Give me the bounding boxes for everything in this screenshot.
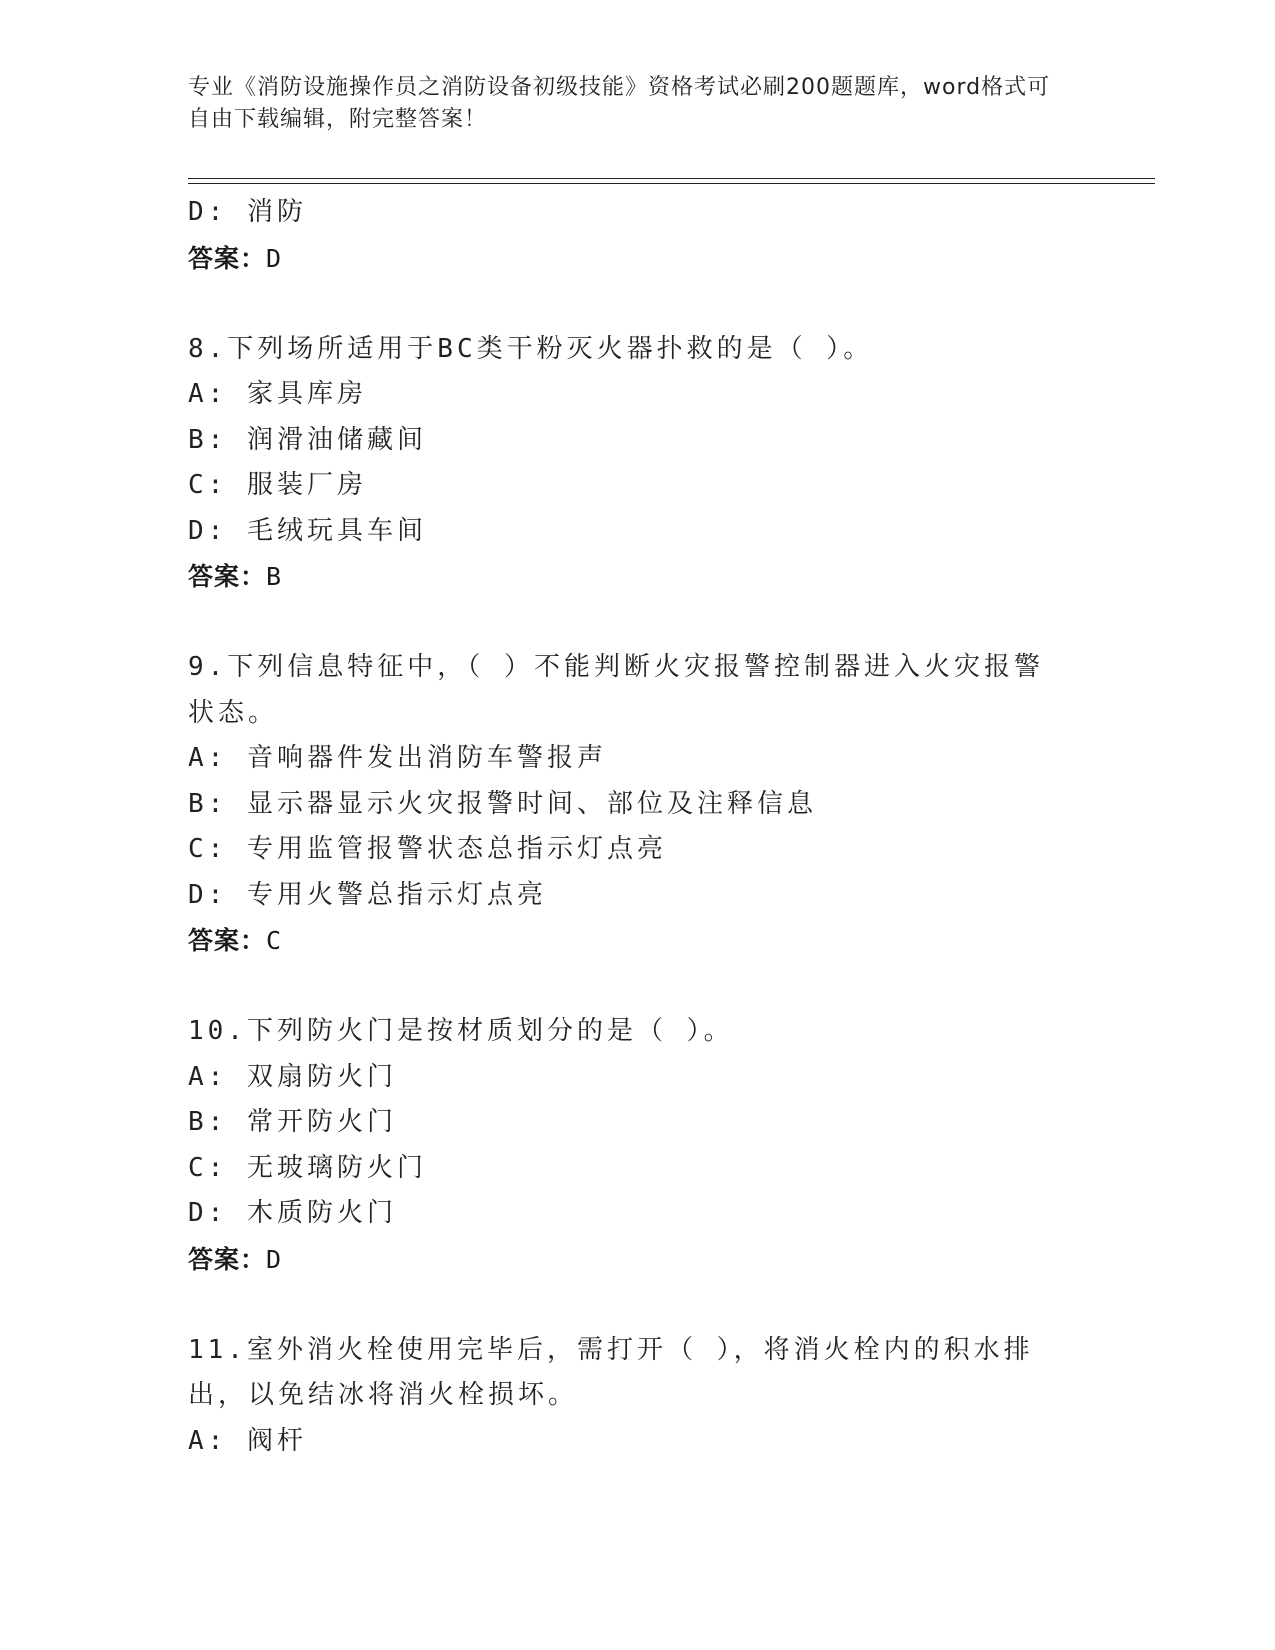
answer-label: 答案： xyxy=(188,562,267,591)
option-d: D: 毛绒玩具车间 xyxy=(188,515,427,546)
question-content xyxy=(188,190,1088,1464)
answer-line xyxy=(188,918,1088,964)
answer-value: D xyxy=(266,243,283,273)
option-d: D: 木质防火门 xyxy=(188,1198,397,1228)
question-stem: 8.下列场所适用于BC类干粉灭火器扑救的是（ ）。 xyxy=(188,333,874,364)
question-stem: 10.下列防火门是按材质划分的是（ ）。 xyxy=(188,1016,734,1046)
answer-label: 答案： xyxy=(188,926,267,955)
document-header: 专业《消防设施操作员之消防设备初级技能》资格考试必刷200题题库，word格式可自由下载编辑，附完整答案！ xyxy=(188,75,1051,132)
question-stem: 9.下列信息特征中，（ ）不能判断火灾报警控制器进入火灾报警状态。 xyxy=(188,652,1044,728)
answer-value: B xyxy=(266,562,283,591)
answer-line xyxy=(188,1237,1088,1283)
answer-value: C xyxy=(266,926,283,955)
answer-value: D xyxy=(266,1244,283,1274)
option-d: D: 专用火警总指示灯点亮 xyxy=(188,879,547,910)
question-stem: 11.室外消火栓使用完毕后，需打开（ ），将消火栓内的积水排出，以免结冰将消火栓损坏。 xyxy=(188,1334,1034,1410)
answer-line xyxy=(188,554,1088,600)
header-divider-bottom xyxy=(188,183,1155,184)
option-a: A: 音响器件发出消防车警报声 xyxy=(188,743,607,773)
header-divider-top xyxy=(188,178,1155,179)
option-b: B: 常开防火门 xyxy=(188,1107,397,1137)
option-c: C: 服装厂房 xyxy=(188,470,367,500)
option-b: B: 显示器显示火灾报警时间、部位及注释信息 xyxy=(188,788,817,819)
option-b: B: 润滑油储藏间 xyxy=(188,424,427,455)
answer-label: 答案： xyxy=(188,1244,267,1274)
answer-label: 答案： xyxy=(188,243,267,273)
option-d: D: 消防 xyxy=(188,197,307,227)
answer-line xyxy=(188,236,1088,282)
option-a: A: 阀杆 xyxy=(188,1425,307,1456)
option-c: C: 无玻璃防火门 xyxy=(188,1152,427,1183)
option-c: C: 专用监管报警状态总指示灯点亮 xyxy=(188,834,667,864)
option-a: A: 双扇防火门 xyxy=(188,1061,397,1092)
option-a: A: 家具库房 xyxy=(188,379,367,409)
